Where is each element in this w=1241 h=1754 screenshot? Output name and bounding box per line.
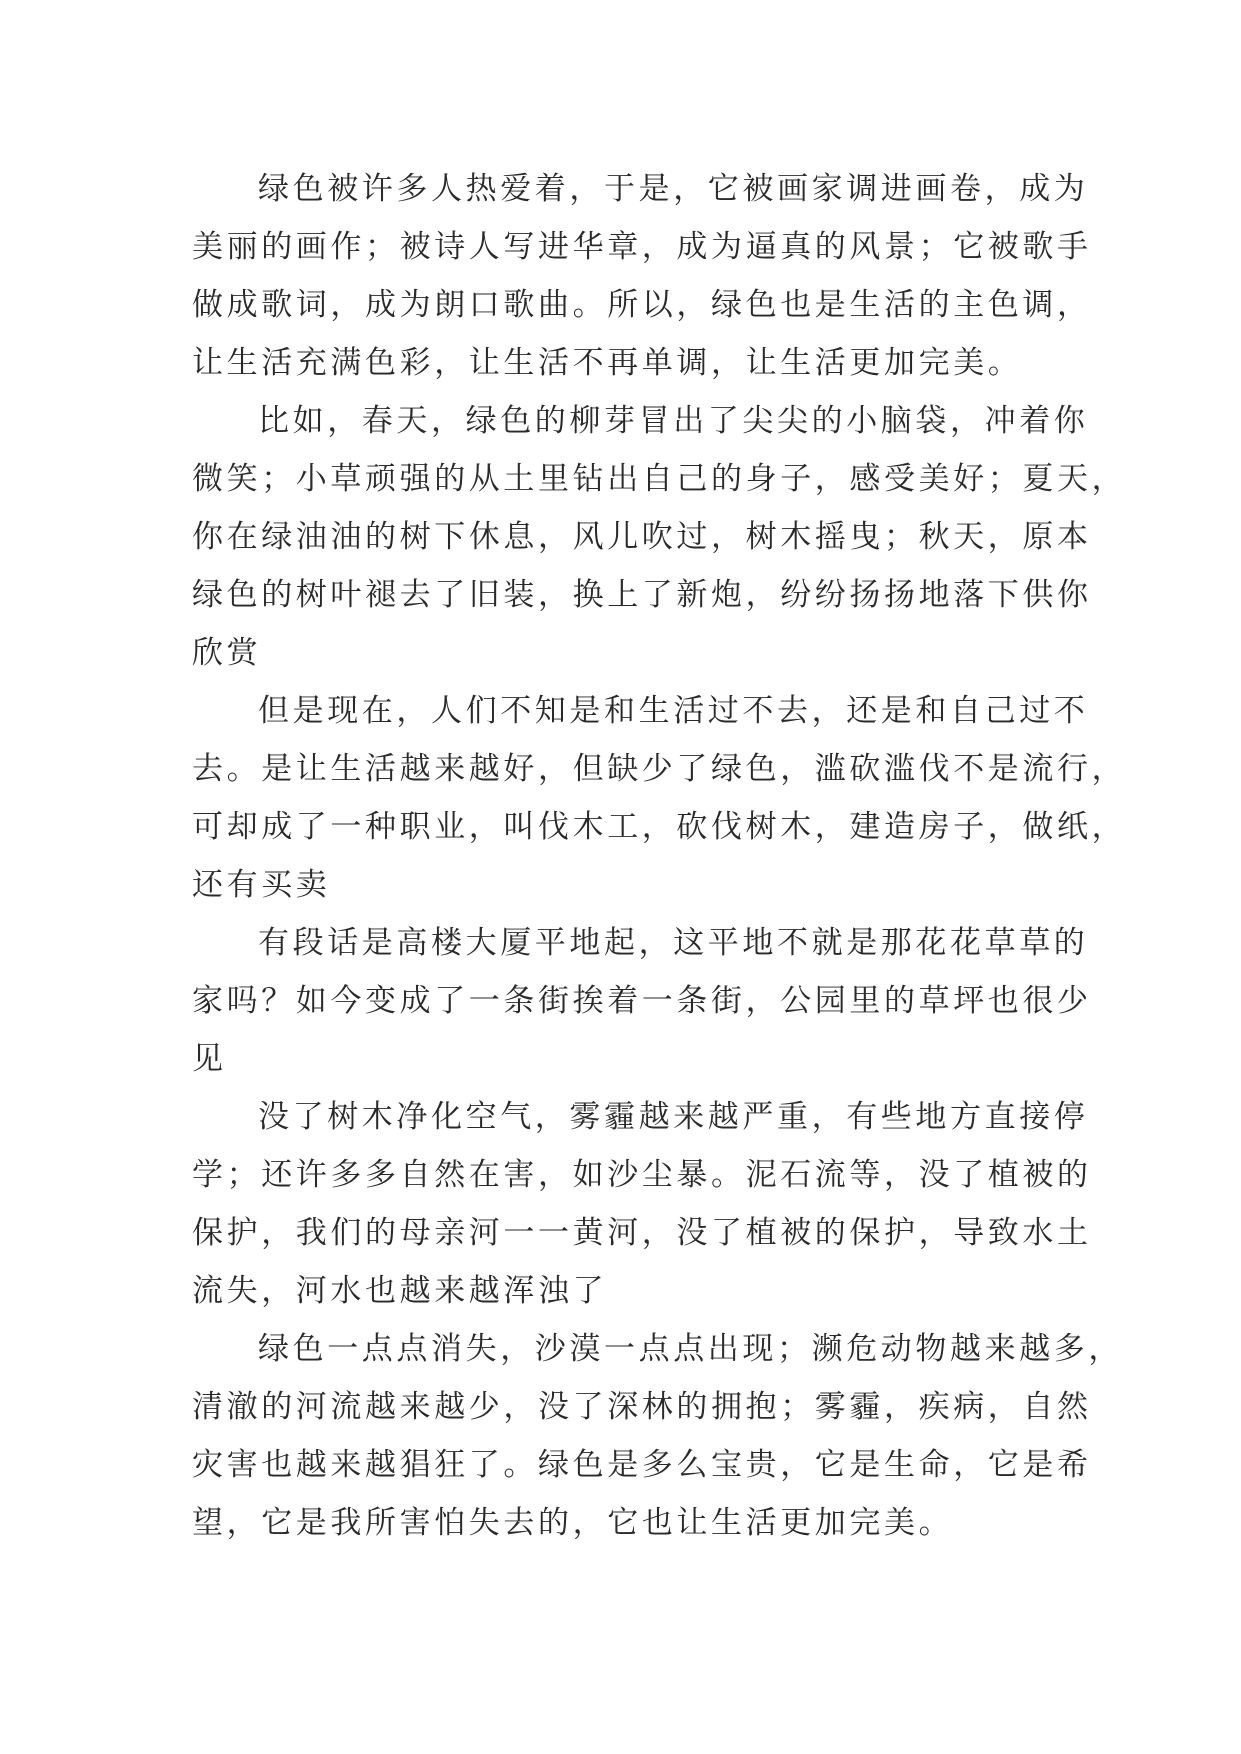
paragraph-line: 比如，春天，绿色的柳芽冒出了尖尖的小脑袋，冲着你 bbox=[258, 403, 1089, 439]
paragraph-line: 学；还许多多自然在害，如沙尘暴。泥石流等，没了植被的 bbox=[192, 1157, 1092, 1193]
paragraph-6 bbox=[192, 1320, 1123, 1552]
paragraph-line: 灾害也越来越猖狂了。绿色是多么宝贵，它是生命，它是希 bbox=[192, 1447, 1092, 1483]
paragraph-1 bbox=[192, 160, 1092, 392]
paragraph-line: 家吗？如今变成了一条街挨着一条街，公园里的草坪也很少 bbox=[192, 983, 1092, 1019]
document-body bbox=[192, 160, 1127, 1552]
paragraph-5 bbox=[192, 1088, 1092, 1320]
paragraph-2 bbox=[192, 392, 1127, 682]
paragraph-line: 绿色的树叶褪去了旧装，换上了新炮，纷纷扬扬地落下供你 bbox=[192, 577, 1092, 613]
paragraph-line: 可却成了一种职业，叫伐木工，砍伐树木，建造房子，做纸， bbox=[192, 809, 1127, 845]
paragraph-line: 让生活充满色彩，让生活不再单调，让生活更加完美。 bbox=[192, 345, 1023, 381]
paragraph-line: 有段话是高楼大厦平地起，这平地不就是那花花草草的 bbox=[258, 925, 1089, 961]
paragraph-line: 微笑；小草顽强的从土里钻出自己的身子，感受美好；夏天， bbox=[192, 461, 1127, 497]
paragraph-line: 没了树木净化空气，雾霾越来越严重，有些地方直接停 bbox=[258, 1099, 1089, 1135]
paragraph-3 bbox=[192, 682, 1127, 914]
paragraph-line: 去。是让生活越来越好，但缺少了绿色，滥砍滥伐不是流行， bbox=[192, 751, 1127, 787]
paragraph-line: 美丽的画作；被诗人写进华章，成为逼真的风景；它被歌手 bbox=[192, 229, 1092, 265]
paragraph-line: 你在绿油油的树下休息，风儿吹过，树木摇曳；秋天，原本 bbox=[192, 519, 1092, 555]
paragraph-line: 绿色一点点消失，沙漠一点点出现；濒危动物越来越多， bbox=[258, 1331, 1123, 1367]
paragraph-line: 但是现在，人们不知是和生活过不去，还是和自己过不 bbox=[258, 693, 1089, 729]
paragraph-line: 见 bbox=[192, 1041, 227, 1077]
paragraph-line: 望，它是我所害怕失去的，它也让生活更加完美。 bbox=[192, 1505, 954, 1541]
paragraph-line: 还有买卖 bbox=[192, 867, 331, 903]
paragraph-line: 清澈的河流越来越少，没了深林的拥抱；雾霾，疾病，自然 bbox=[192, 1389, 1092, 1425]
paragraph-line: 保护，我们的母亲河一一黄河，没了植被的保护，导致水土 bbox=[192, 1215, 1092, 1251]
paragraph-line: 绿色被许多人热爱着，于是，它被画家调进画卷，成为 bbox=[258, 171, 1089, 207]
paragraph-line: 欣赏 bbox=[192, 635, 262, 671]
paragraph-line: 做成歌词，成为朗口歌曲。所以，绿色也是生活的主色调， bbox=[192, 287, 1092, 323]
paragraph-line: 流失，河水也越来越浑浊了 bbox=[192, 1273, 608, 1309]
paragraph-4 bbox=[192, 914, 1092, 1088]
